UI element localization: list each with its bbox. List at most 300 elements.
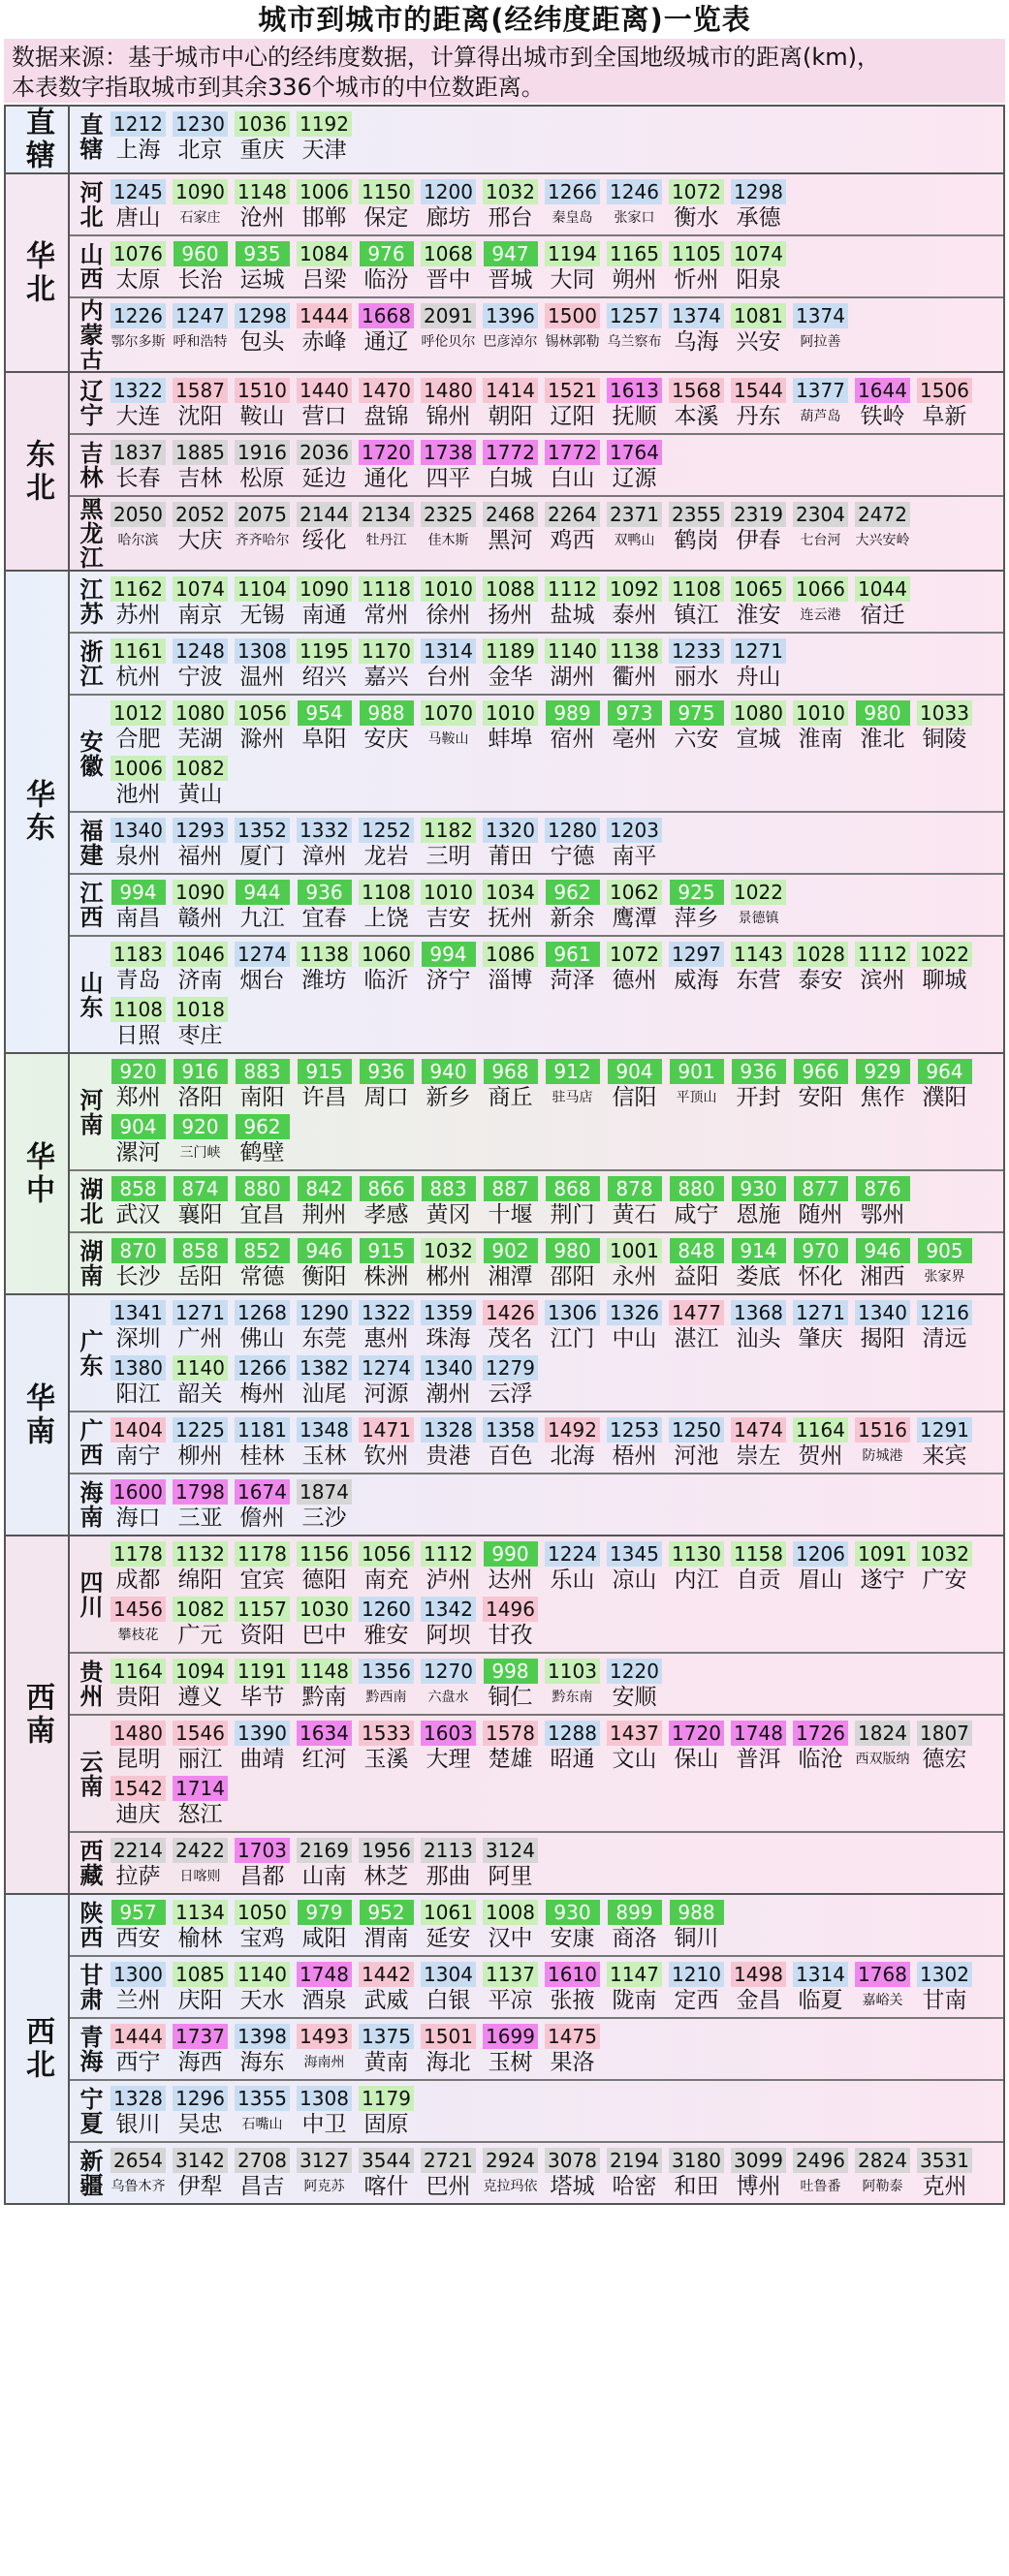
- city-distance: 1072: [607, 942, 662, 967]
- city-name: 雅安: [363, 1623, 409, 1648]
- city-distance: 946: [298, 1238, 352, 1263]
- city-distance: 883: [236, 1059, 290, 1084]
- city-name: 衡阳: [301, 1264, 347, 1289]
- city-name: 山南: [301, 1864, 347, 1889]
- city-name: 周口: [363, 1085, 409, 1110]
- province-name: 贵州: [76, 1660, 103, 1708]
- city-distance: 1250: [669, 1417, 724, 1443]
- city-name: 珠海: [426, 1326, 471, 1351]
- city-name: 厦门: [239, 844, 285, 869]
- city-distance: 1748: [731, 1721, 786, 1746]
- city-name: 保定: [363, 205, 409, 231]
- city-cell: [109, 942, 168, 994]
- city-distance: 1137: [483, 1962, 538, 1987]
- city-name: 乌海: [674, 329, 719, 355]
- city-distance: 2091: [421, 303, 476, 328]
- city-cell: [791, 1300, 850, 1352]
- city-name: 来宾: [922, 1443, 967, 1469]
- city-name: 三沙: [301, 1505, 347, 1531]
- city-name: 遂宁: [860, 1567, 905, 1593]
- city-distance: 1359: [421, 1300, 476, 1325]
- city-cell: [419, 1059, 478, 1111]
- city-distance: 980: [546, 1238, 600, 1263]
- city-name: 肇庆: [798, 1326, 843, 1351]
- city-cell: [667, 303, 726, 368]
- city-cell: [419, 818, 478, 870]
- city-name: 吐鲁番: [800, 2179, 841, 2194]
- city-distance: 1183: [110, 942, 166, 967]
- city-name: 贵港: [426, 1443, 471, 1469]
- city-name: 荆州: [301, 1202, 347, 1227]
- region-block: [4, 570, 1005, 1054]
- city-distance: 1807: [917, 1721, 972, 1746]
- city-name: 临沂: [363, 968, 409, 993]
- city-name: 成都: [115, 1567, 161, 1593]
- city-distance: 1496: [483, 1597, 538, 1622]
- city-cell: [605, 1900, 664, 1952]
- city-distance: 1437: [607, 1721, 662, 1746]
- city-cell: [171, 111, 230, 164]
- city-name: 达州: [488, 1567, 533, 1593]
- province-row: [70, 107, 1003, 167]
- city-cell: [171, 1659, 230, 1711]
- city-cell: [171, 502, 230, 567]
- city-cell: [605, 1059, 664, 1111]
- province-row: [70, 2017, 1003, 2079]
- city-cell: [357, 1059, 416, 1111]
- city-name: 铜仁: [488, 1685, 533, 1710]
- city-cell: [729, 1059, 788, 1111]
- city-cell: [171, 179, 230, 232]
- city-distance: 2496: [793, 2148, 848, 2173]
- city-name: 白银: [426, 1988, 471, 2013]
- city-cell: [233, 818, 292, 870]
- city-cell: [109, 378, 168, 430]
- city-cell: [605, 1176, 664, 1228]
- city-name: 西宁: [115, 2050, 161, 2075]
- city-distance: 989: [546, 700, 600, 726]
- city-distance: 1314: [793, 1962, 848, 1987]
- city-name: 萍乡: [674, 906, 719, 931]
- city-distance: 2422: [173, 1838, 228, 1863]
- city-cell: [605, 1300, 664, 1352]
- province-row: [70, 234, 1003, 296]
- city-cell: [233, 1114, 292, 1166]
- city-distance: 1328: [110, 2086, 166, 2111]
- description-box: [4, 39, 1005, 103]
- city-distance: 1161: [110, 638, 166, 664]
- city-name: 石嘴山: [241, 2117, 283, 2132]
- province-name: 四川: [76, 1569, 103, 1619]
- city-distance: 1138: [607, 638, 662, 664]
- city-distance: 904: [608, 1059, 662, 1084]
- city-name: 阳泉: [736, 267, 781, 293]
- city-cell: [357, 1900, 416, 1952]
- city-distance: 1374: [793, 303, 848, 328]
- city-distance: 1195: [297, 638, 352, 664]
- city-name: 六盘水: [427, 1690, 469, 1705]
- city-cell: [295, 111, 354, 164]
- city-cell: [295, 576, 354, 629]
- province-row: [70, 1054, 1003, 1169]
- city-distance: 1010: [421, 880, 476, 905]
- city-cell: [295, 880, 354, 932]
- region-block: [4, 105, 1005, 174]
- city-name: 杭州: [115, 665, 161, 690]
- city-name: 营口: [301, 404, 347, 429]
- city-distance: 1140: [235, 1962, 290, 1987]
- city-name: 昌都: [239, 1864, 285, 1889]
- city-name: 玉溪: [363, 1747, 409, 1772]
- city-distance: 2654: [110, 2148, 166, 2173]
- city-cell: [109, 2024, 168, 2076]
- city-name: 保山: [674, 1747, 719, 1772]
- city-distance: 936: [360, 1059, 414, 1084]
- city-name: 大兴安岭: [855, 533, 910, 548]
- city-cell: [481, 502, 540, 567]
- city-distance: 1082: [173, 1597, 228, 1622]
- city-name: 石家庄: [179, 210, 221, 226]
- city-distance: 1253: [607, 1417, 662, 1443]
- city-distance: 1414: [483, 378, 538, 403]
- city-cell: [667, 378, 726, 430]
- city-distance: 2708: [235, 2148, 290, 2173]
- city-name: 固原: [363, 2112, 409, 2137]
- city-cell: [171, 1479, 230, 1532]
- city-name: 大理: [426, 1747, 471, 1772]
- city-name: 邯郸: [301, 205, 347, 231]
- city-name: 随州: [798, 1202, 843, 1227]
- city-cell: [667, 1900, 726, 1952]
- city-distance: 1068: [421, 241, 476, 266]
- city-cell: [915, 1238, 974, 1290]
- city-cell: [915, 2148, 974, 2200]
- city-cell: [605, 818, 664, 870]
- city-cell: [233, 241, 292, 294]
- city-name: 绵阳: [177, 1567, 223, 1593]
- city-name: 攀枝花: [117, 1628, 159, 1643]
- city-name: 徐州: [426, 603, 471, 628]
- city-name: 南通: [301, 603, 347, 628]
- city-name: 合肥: [115, 727, 161, 752]
- city-distance: 912: [546, 1059, 600, 1084]
- city-name: 塔城: [550, 2174, 595, 2199]
- city-cell: [667, 880, 726, 932]
- city-distance: 929: [856, 1059, 910, 1084]
- city-distance: 1080: [173, 700, 228, 726]
- city-name: 咸阳: [301, 1926, 347, 1951]
- city-distance: 1065: [731, 576, 786, 602]
- city-name: 榆林: [177, 1926, 223, 1951]
- city-distance: 936: [298, 880, 352, 905]
- city-distance: 852: [236, 1238, 290, 1263]
- city-cell: [481, 1838, 540, 1890]
- city-name: 荆门: [550, 1202, 595, 1227]
- city-distance: 1475: [545, 2024, 600, 2049]
- city-distance: 883: [422, 1176, 476, 1201]
- city-cell: [171, 1900, 230, 1952]
- city-cell: [109, 1541, 168, 1594]
- city-distance: 1470: [359, 378, 414, 403]
- city-distance: 1066: [793, 576, 848, 602]
- city-cell: [543, 378, 602, 430]
- city-name: 漯河: [115, 1140, 161, 1165]
- city-cell: [357, 1597, 416, 1649]
- city-cell: [357, 1176, 416, 1228]
- city-cell: [357, 502, 416, 567]
- city-name: 长沙: [115, 1264, 161, 1289]
- city-name: 拉萨: [115, 1864, 161, 1889]
- city-cell: [605, 1417, 664, 1470]
- city-name: 湛江: [674, 1326, 719, 1351]
- city-distance: 1340: [110, 818, 166, 843]
- city-name: 定西: [674, 1988, 719, 2013]
- city-distance: 1396: [483, 303, 538, 328]
- city-distance: 1521: [545, 378, 600, 403]
- city-name: 莆田: [488, 844, 533, 869]
- region-name: 西北: [6, 1895, 70, 2203]
- city-name: 绥化: [301, 528, 347, 553]
- city-cell: [729, 880, 788, 932]
- city-name: 怒江: [177, 1802, 223, 1827]
- city-name: 东营: [736, 968, 781, 993]
- city-name: 朝阳: [488, 404, 533, 429]
- city-distance: 1542: [110, 1776, 166, 1801]
- city-distance: 1165: [607, 241, 662, 266]
- city-distance: 961: [546, 942, 600, 967]
- city-distance: 1164: [110, 1659, 166, 1684]
- city-distance: 1082: [173, 756, 228, 781]
- city-cell: [233, 1300, 292, 1352]
- city-name: 连云港: [800, 607, 841, 623]
- city-name: 四平: [426, 466, 471, 491]
- city-cell: [667, 1300, 726, 1352]
- province-name: 宁夏: [76, 2087, 103, 2135]
- city-cell: [295, 1541, 354, 1594]
- city-name: 毕节: [239, 1685, 285, 1710]
- city-name: 阿克苏: [303, 2179, 345, 2194]
- city-cell: [419, 1541, 478, 1594]
- city-name: 沈阳: [177, 404, 223, 429]
- city-name: 阳江: [115, 1381, 161, 1407]
- city-name: 金华: [488, 665, 533, 690]
- province-row: [70, 1473, 1003, 1535]
- city-name: 梧州: [612, 1443, 657, 1469]
- city-name: 庆阳: [177, 1988, 223, 2013]
- city-name: 渭南: [363, 1926, 409, 1951]
- city-cell: [419, 1176, 478, 1228]
- city-distance: 1248: [173, 638, 228, 664]
- city-distance: 1516: [855, 1417, 910, 1443]
- city-name: 巴州: [426, 2174, 471, 2199]
- city-name: 安康: [550, 1926, 595, 1951]
- city-distance: 1112: [545, 576, 600, 602]
- city-distance: 887: [484, 1176, 538, 1201]
- city-cell: [729, 2148, 788, 2200]
- region-name: 东北: [6, 373, 70, 570]
- city-cell: [543, 179, 602, 232]
- city-cell: [543, 942, 602, 994]
- city-distance: 868: [546, 1176, 600, 1201]
- city-name: 曲靖: [239, 1747, 285, 1772]
- city-cell: [171, 880, 230, 932]
- city-distance: 1501: [421, 2024, 476, 2049]
- city-name: 自贡: [736, 1567, 781, 1593]
- city-cell: [357, 818, 416, 870]
- city-name: 吕梁: [301, 267, 347, 293]
- city-cell: [357, 2148, 416, 2200]
- city-name: 长治: [177, 267, 223, 293]
- city-cell: [853, 1238, 912, 1290]
- city-cell: [233, 1721, 292, 1773]
- city-distance: 1032: [483, 179, 538, 204]
- city-distance: 1375: [359, 2024, 414, 2049]
- city-name: 滨州: [860, 968, 905, 993]
- city-name: 海口: [115, 1505, 161, 1531]
- city-distance: 1714: [173, 1776, 228, 1801]
- city-distance: 920: [111, 1059, 166, 1084]
- city-name: 松原: [239, 466, 285, 491]
- city-cell: [605, 1962, 664, 2014]
- city-distance: 1090: [297, 576, 352, 602]
- city-distance: 1220: [607, 1659, 662, 1684]
- city-distance: 1506: [917, 378, 972, 403]
- city-distance: 1108: [359, 880, 414, 905]
- city-distance: 1380: [110, 1355, 166, 1381]
- city-cell: [729, 1176, 788, 1228]
- city-distance: 1291: [917, 1417, 972, 1443]
- city-name: 芜湖: [177, 727, 223, 752]
- city-cell: [109, 1776, 168, 1828]
- city-distance: 2472: [855, 502, 910, 527]
- city-distance: 2050: [110, 502, 166, 527]
- city-name: 盐城: [550, 603, 595, 628]
- province-name: 直辖: [76, 112, 103, 161]
- city-distance: 1345: [607, 1541, 662, 1567]
- city-distance: 1090: [173, 880, 228, 905]
- city-distance: 2075: [235, 502, 290, 527]
- city-cell: [233, 1597, 292, 1649]
- city-distance: 1260: [359, 1597, 414, 1622]
- city-cell: [481, 1417, 540, 1470]
- city-name: 温州: [239, 665, 285, 690]
- city-distance: 1302: [917, 1962, 972, 1987]
- city-name: 乌鲁木齐: [110, 2179, 166, 2194]
- city-distance: 1112: [421, 1541, 476, 1567]
- city-name: 白城: [488, 466, 533, 491]
- city-cell: [667, 1176, 726, 1228]
- city-name: 宜春: [301, 906, 347, 931]
- province-row: [70, 174, 1003, 234]
- city-distance: 1010: [793, 700, 848, 726]
- city-name: 岳阳: [177, 1264, 223, 1289]
- city-distance: 2304: [793, 502, 848, 527]
- city-name: 张家界: [924, 1269, 965, 1285]
- city-name: 安顺: [612, 1685, 657, 1710]
- city-cell: [915, 1300, 974, 1352]
- city-name: 黔南: [301, 1685, 347, 1710]
- city-name: 德州: [612, 968, 657, 993]
- city-distance: 1340: [855, 1300, 910, 1325]
- city-name: 扬州: [488, 603, 533, 628]
- city-distance: 1170: [359, 638, 414, 664]
- province-row: [70, 632, 1003, 694]
- region-name: 华南: [6, 1295, 70, 1535]
- city-cell: [109, 1659, 168, 1711]
- city-cell: [171, 241, 230, 294]
- city-distance: 1456: [110, 1597, 166, 1622]
- city-cell: [109, 1300, 168, 1352]
- city-cell: [481, 1900, 540, 1952]
- city-distance: 1368: [731, 1300, 786, 1325]
- city-distance: 1356: [359, 1659, 414, 1684]
- city-distance: 1600: [110, 1479, 166, 1505]
- city-name: 南阳: [239, 1085, 285, 1110]
- city-name: 池州: [115, 782, 161, 807]
- city-name: 黄冈: [426, 1202, 471, 1227]
- city-cell: [543, 1238, 602, 1290]
- city-cell: [853, 2148, 912, 2200]
- city-distance: 1290: [297, 1300, 352, 1325]
- city-cell: [109, 1238, 168, 1290]
- city-name: 商洛: [612, 1926, 657, 1951]
- city-distance: 1088: [483, 576, 538, 602]
- city-name: 南昌: [115, 906, 161, 931]
- city-cell: [233, 502, 292, 567]
- city-cell: [667, 942, 726, 994]
- city-name: 镇江: [674, 603, 719, 628]
- city-cell: [419, 303, 478, 368]
- city-name: 北京: [177, 138, 223, 163]
- region-block: [4, 371, 1005, 572]
- province-name: 新疆: [76, 2149, 103, 2197]
- city-cell: [481, 638, 540, 691]
- city-cell: [667, 638, 726, 691]
- city-name: 张掖: [550, 1988, 595, 2013]
- city-name: 九江: [239, 906, 285, 931]
- city-name: 常德: [239, 1264, 285, 1289]
- city-cell: [419, 179, 478, 232]
- city-cell: [853, 942, 912, 994]
- province-name: 陕西: [76, 1901, 103, 1949]
- city-name: 运城: [239, 267, 285, 293]
- city-name: 邢台: [488, 205, 533, 231]
- city-name: 深圳: [115, 1326, 161, 1351]
- city-cell: [109, 1962, 168, 2014]
- province-row: [70, 1411, 1003, 1473]
- city-distance: 1056: [359, 1541, 414, 1567]
- city-cell: [295, 2148, 354, 2200]
- city-cell: [605, 942, 664, 994]
- city-cell: [915, 1962, 974, 2014]
- city-cell: [171, 1176, 230, 1228]
- city-cell: [171, 2086, 230, 2138]
- city-cell: [295, 1176, 354, 1228]
- city-name: 长春: [115, 466, 161, 491]
- city-cell: [543, 440, 602, 492]
- city-cell: [543, 576, 602, 629]
- city-distance: 1105: [669, 241, 724, 266]
- city-name: 迪庆: [115, 1802, 161, 1827]
- city-distance: 858: [173, 1238, 228, 1263]
- city-distance: 1257: [607, 303, 662, 328]
- city-cell: [171, 1721, 230, 1773]
- city-distance: 1297: [669, 942, 724, 967]
- city-cell: [605, 880, 664, 932]
- city-name: 和田: [674, 2174, 719, 2199]
- city-name: 蚌埠: [488, 727, 533, 752]
- city-name: 中山: [612, 1326, 657, 1351]
